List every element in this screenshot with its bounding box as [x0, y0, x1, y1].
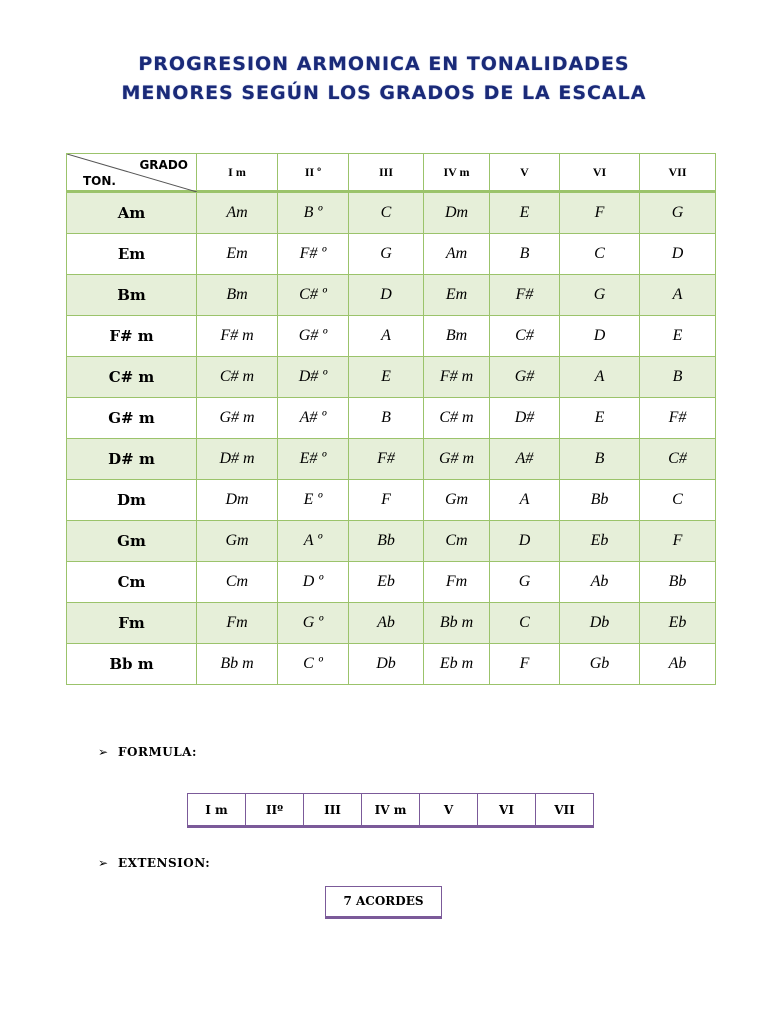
- chord-cell: A º: [278, 521, 349, 562]
- bullet-arrow-icon: ➢: [98, 856, 109, 870]
- chord-cell: C#: [640, 439, 716, 480]
- chord-cell: Am: [424, 234, 490, 275]
- chord-cell: Gb: [560, 644, 640, 685]
- chord-cell: Bm: [197, 275, 278, 316]
- chord-cell: F# m: [197, 316, 278, 357]
- chord-cell: A: [560, 357, 640, 398]
- formula-label: FORMULA:: [118, 745, 197, 759]
- chord-cell: A#: [490, 439, 560, 480]
- tonality-cell: Bb m: [67, 644, 197, 685]
- chord-cell: E: [640, 316, 716, 357]
- extension-label: EXTENSION:: [118, 856, 211, 870]
- chord-cell: F# º: [278, 234, 349, 275]
- formula-cell: VI: [478, 794, 536, 827]
- chord-cell: F: [560, 192, 640, 234]
- chord-cell: A: [349, 316, 424, 357]
- chord-cell: Bb m: [197, 644, 278, 685]
- chord-cell: F: [490, 644, 560, 685]
- formula-cell: VII: [536, 794, 594, 827]
- table-row: [67, 644, 716, 685]
- chord-cell: A: [490, 480, 560, 521]
- chord-cell: G º: [278, 603, 349, 644]
- corner-ton-label: TON.: [83, 174, 116, 188]
- chord-cell: F#: [490, 275, 560, 316]
- chord-cell: Fm: [197, 603, 278, 644]
- chord-cell: Em: [197, 234, 278, 275]
- table-row: [67, 603, 716, 644]
- formula-cell: IIº: [246, 794, 304, 827]
- tonality-cell: Fm: [67, 603, 197, 644]
- corner-grado-label: GRADO: [139, 158, 188, 172]
- tonality-cell: D# m: [67, 439, 197, 480]
- chord-cell: Bm: [424, 316, 490, 357]
- chord-cell: C º: [278, 644, 349, 685]
- chord-cell: Eb: [349, 562, 424, 603]
- chord-cell: Eb m: [424, 644, 490, 685]
- chord-cell: Bb m: [424, 603, 490, 644]
- chord-cell: Cm: [197, 562, 278, 603]
- chord-cell: E: [490, 192, 560, 234]
- chord-cell: F#: [349, 439, 424, 480]
- table-row: [67, 398, 716, 439]
- chord-cell: Ab: [640, 644, 716, 685]
- table-row: [67, 357, 716, 398]
- chord-cell: G# º: [278, 316, 349, 357]
- chord-cell: B º: [278, 192, 349, 234]
- chord-cell: Am: [197, 192, 278, 234]
- chord-cell: Bb: [349, 521, 424, 562]
- chord-cell: D º: [278, 562, 349, 603]
- header-cell: VI: [560, 154, 640, 192]
- chord-cell: C# m: [197, 357, 278, 398]
- chord-cell: C# m: [424, 398, 490, 439]
- chord-cell: D: [640, 234, 716, 275]
- tonality-cell: F# m: [67, 316, 197, 357]
- header-cell: VII: [640, 154, 716, 192]
- chord-cell: Db: [560, 603, 640, 644]
- table-row: [67, 234, 716, 275]
- chord-cell: G: [490, 562, 560, 603]
- formula-cell: IV m: [362, 794, 420, 827]
- chord-cell: F#: [640, 398, 716, 439]
- chord-cell: Em: [424, 275, 490, 316]
- bullet-arrow-icon: ➢: [98, 745, 109, 759]
- formula-cell: I m: [188, 794, 246, 827]
- chord-cell: Eb: [640, 603, 716, 644]
- table-row: [67, 480, 716, 521]
- chord-cell: D# º: [278, 357, 349, 398]
- chord-cell: B: [349, 398, 424, 439]
- chord-cell: C#: [490, 316, 560, 357]
- table-row: [67, 316, 716, 357]
- formula-cell: III: [304, 794, 362, 827]
- extension-heading: [98, 856, 210, 870]
- tonality-cell: Am: [67, 192, 197, 234]
- formula-heading: [98, 745, 197, 759]
- chord-cell: B: [490, 234, 560, 275]
- header-cell: I m: [197, 154, 278, 192]
- chord-cell: B: [640, 357, 716, 398]
- chord-cell: Cm: [424, 521, 490, 562]
- chord-cell: Bb: [560, 480, 640, 521]
- chord-cell: G# m: [424, 439, 490, 480]
- chord-cell: G#: [490, 357, 560, 398]
- chord-cell: E º: [278, 480, 349, 521]
- table-row: [67, 562, 716, 603]
- tonality-cell: Em: [67, 234, 197, 275]
- chord-cell: C: [349, 192, 424, 234]
- chord-cell: Dm: [424, 192, 490, 234]
- chord-cell: D: [490, 521, 560, 562]
- table-row: [67, 439, 716, 480]
- chord-cell: B: [560, 439, 640, 480]
- tonality-cell: Cm: [67, 562, 197, 603]
- header-cell: IV m: [424, 154, 490, 192]
- header-cell: III: [349, 154, 424, 192]
- chord-cell: G: [349, 234, 424, 275]
- chord-cell: D: [349, 275, 424, 316]
- title-line-1: PROGRESION ARMONICA EN TONALIDADES: [138, 53, 630, 75]
- header-row: [67, 154, 716, 192]
- chord-cell: E# º: [278, 439, 349, 480]
- chord-cell: Eb: [560, 521, 640, 562]
- chord-cell: Gm: [424, 480, 490, 521]
- tonality-cell: Dm: [67, 480, 197, 521]
- chord-cell: E: [560, 398, 640, 439]
- chord-cell: Db: [349, 644, 424, 685]
- chord-cell: G: [560, 275, 640, 316]
- chord-table: [66, 153, 716, 685]
- chord-cell: C: [490, 603, 560, 644]
- chord-cell: F# m: [424, 357, 490, 398]
- chord-cell: C: [560, 234, 640, 275]
- formula-table: [187, 793, 594, 828]
- table-row: [67, 521, 716, 562]
- page-title: [0, 50, 768, 108]
- chord-cell: Dm: [197, 480, 278, 521]
- chord-cell: Ab: [560, 562, 640, 603]
- header-cell: V: [490, 154, 560, 192]
- chord-cell: D#: [490, 398, 560, 439]
- chord-cell: F: [349, 480, 424, 521]
- extension-value-box: 7 ACORDES: [325, 886, 442, 919]
- chord-cell: A: [640, 275, 716, 316]
- chord-cell: D: [560, 316, 640, 357]
- chord-cell: E: [349, 357, 424, 398]
- chord-cell: F: [640, 521, 716, 562]
- chord-cell: Bb: [640, 562, 716, 603]
- tonality-cell: G# m: [67, 398, 197, 439]
- chord-cell: D# m: [197, 439, 278, 480]
- chord-cell: C# º: [278, 275, 349, 316]
- chord-cell: A# º: [278, 398, 349, 439]
- table-row: [67, 192, 716, 234]
- chord-cell: Fm: [424, 562, 490, 603]
- corner-cell: [67, 154, 197, 192]
- chord-cell: G: [640, 192, 716, 234]
- formula-row: [188, 794, 594, 827]
- chord-cell: Gm: [197, 521, 278, 562]
- chord-cell: G# m: [197, 398, 278, 439]
- table-row: [67, 275, 716, 316]
- tonality-cell: Bm: [67, 275, 197, 316]
- chord-cell: C: [640, 480, 716, 521]
- tonality-cell: C# m: [67, 357, 197, 398]
- header-cell: II º: [278, 154, 349, 192]
- chord-cell: Ab: [349, 603, 424, 644]
- title-line-2: MENORES SEGÚN LOS GRADOS DE LA ESCALA: [121, 82, 647, 104]
- formula-cell: V: [420, 794, 478, 827]
- tonality-cell: Gm: [67, 521, 197, 562]
